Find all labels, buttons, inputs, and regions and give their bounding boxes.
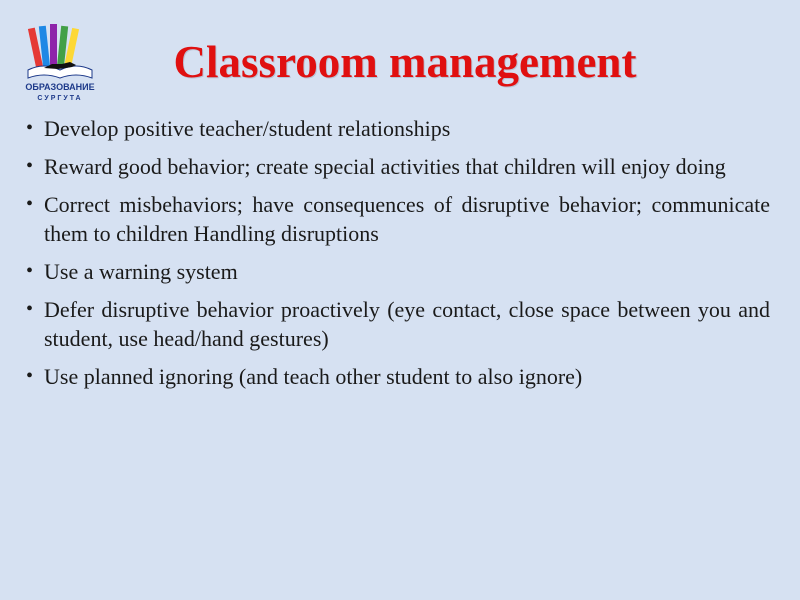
bullet-text: Use planned ignoring (and teach other student to also ignore) <box>44 364 583 389</box>
bullet-item <box>26 190 770 248</box>
bullet-dot: • <box>26 117 34 139</box>
bullet-dot: • <box>26 155 34 177</box>
bullet-text: Use a warning system <box>44 259 238 284</box>
logo-text-line1: ОБРАЗОВАНИЕ <box>25 82 95 92</box>
bullet-dot: • <box>26 260 34 282</box>
bullet-text: Defer disruptive behavior proactively (eye contact, close space between you and student, use head/hand gestures) <box>44 297 770 351</box>
logo-text-line2: СУРГУТА <box>37 95 83 102</box>
bullet-text: Develop positive teacher/student relationships <box>44 116 451 141</box>
bullet-text: Correct misbehaviors; have consequences of disruptive behavior; communicate them to children Handling disruptions <box>44 192 770 246</box>
bullet-text: Reward good behavior; create special activities that children will enjoy doing <box>44 154 726 179</box>
bullet-dot: • <box>26 193 34 215</box>
bullet-item <box>26 152 770 181</box>
bullet-item <box>26 362 770 391</box>
bullet-item <box>26 114 770 143</box>
bullet-dot: • <box>26 298 34 320</box>
bullet-item <box>26 295 770 353</box>
bullet-list <box>26 114 770 400</box>
bullet-item <box>26 257 770 286</box>
bullet-dot: • <box>26 365 34 387</box>
slide-title: Classroom management <box>173 37 637 87</box>
